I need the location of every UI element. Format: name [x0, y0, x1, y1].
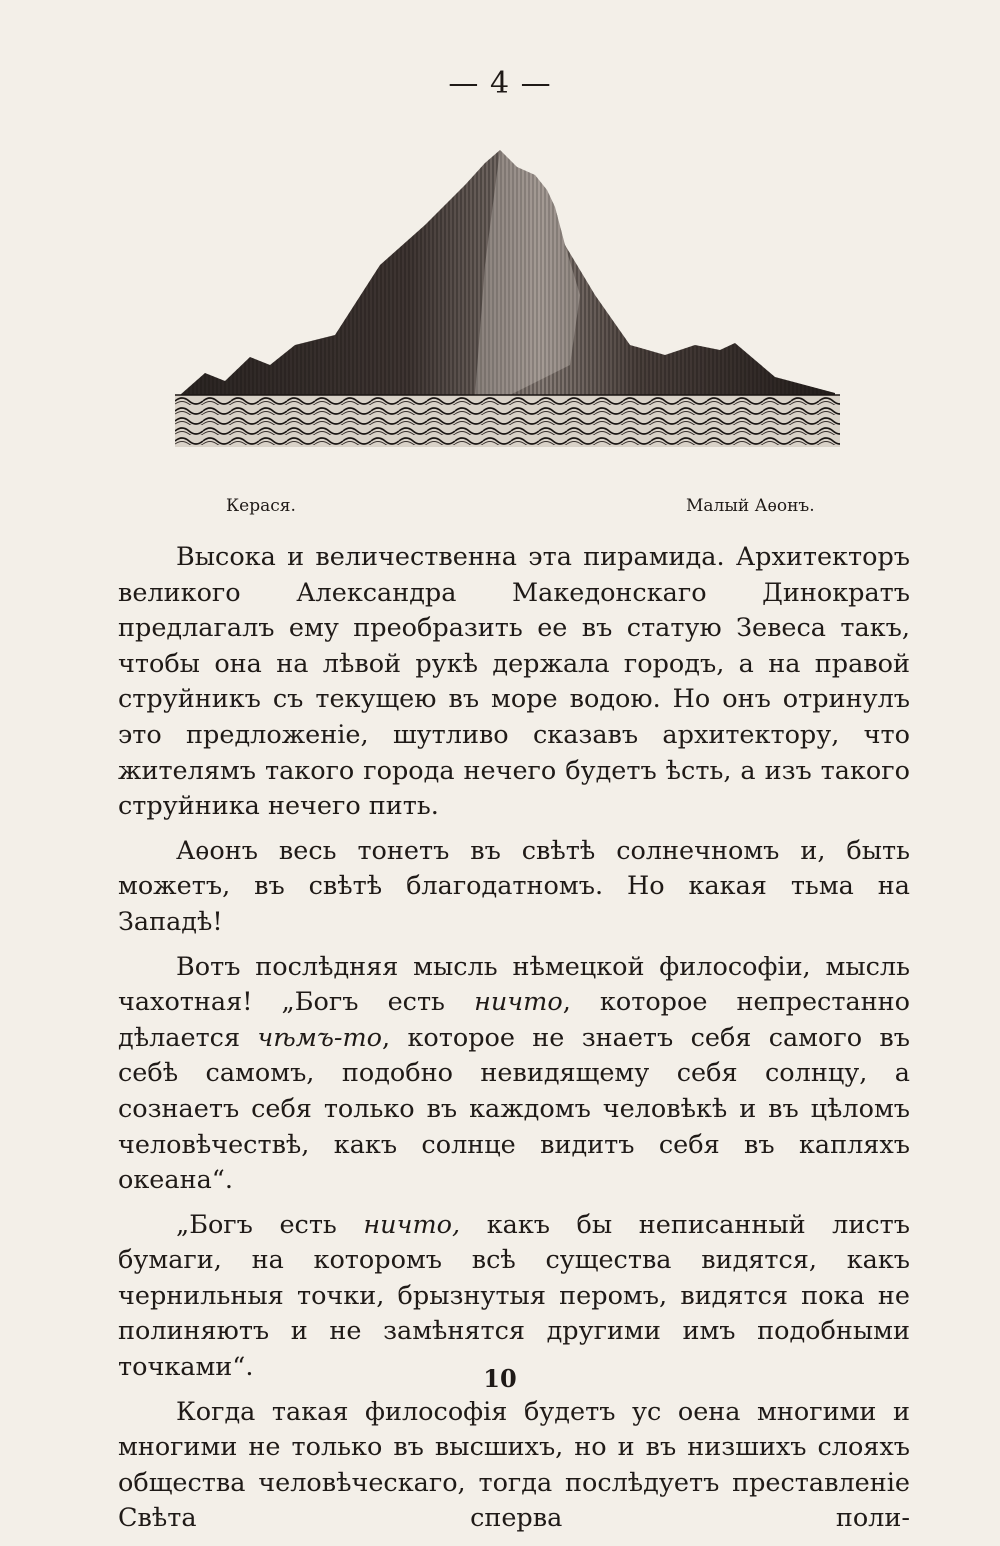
paragraph-text: „Богъ есть — [176, 1209, 364, 1240]
caption-left: Керася. — [226, 496, 296, 516]
paragraph-text: Когда такая философія будетъ ус оена многими и многими не только въ высшихъ, но и въ низшихъ слояхъ общества человѣческаго, тогда послѣдуетъ преставленіе Свѣта сперва поли- — [118, 1396, 910, 1534]
paragraph-text: Аѳонъ весь тонетъ въ свѣтѣ солнечномъ и, быть можетъ, въ свѣтѣ благодатномъ. Но какая тьма на Западѣ! — [118, 835, 910, 937]
paragraph — [118, 834, 910, 941]
body-text — [118, 540, 910, 1546]
caption-right: Малый Аѳонъ. — [686, 496, 815, 516]
paragraph-text: какъ бы неписанный листъ бумаги, на которомъ всѣ существа видятся, какъ чернильныя точки, брызнутыя перомъ, видятся пока не полиняютъ и не замѣнятся другими имъ подобными точками“. — [118, 1209, 910, 1383]
italic-word: чѣмъ-то — [257, 1022, 383, 1053]
italic-word: ничто — [474, 987, 563, 1018]
paragraph — [118, 1395, 910, 1537]
page-header-number: — 4 — — [448, 66, 552, 101]
page-footer-number: 10 — [483, 1364, 517, 1393]
paragraph-text: , которое непрестанно дѣлается — [118, 987, 910, 1053]
paragraph — [118, 1208, 910, 1386]
mountain-engraving — [175, 145, 840, 455]
paragraph — [118, 540, 910, 825]
italic-word: ничто, — [363, 1209, 461, 1240]
paragraph-text: Вотъ послѣдняя мысль нѣмецкой философіи, мысль чахотная! „Богъ есть — [118, 951, 910, 1018]
paragraph-text: , которое не знаетъ себя самого въ себѣ самомъ, подобно невидящему себя солнцу, а сознаетъ себя только въ каждомъ человѣкѣ и въ цѣломъ человѣчествѣ, какъ солнце видитъ себя въ капляхъ океана“. — [118, 1022, 910, 1196]
paragraph-text: Высока и величественна эта пирамида. Архитекторъ великого Александра Македонскаго Динократъ предлагалъ ему преобразить ее въ статую Зевеса такъ, чтобы она на лѣвой рукѣ держала городъ, а на правой струйникъ съ текущею въ море водою. Но онъ отринулъ это предложеніе, шутливо сказавъ архитектору, что жителямъ такого города нечего будетъ ѣсть, а изъ такого струйника нечего пить. — [118, 542, 910, 822]
paragraph — [118, 950, 910, 1199]
